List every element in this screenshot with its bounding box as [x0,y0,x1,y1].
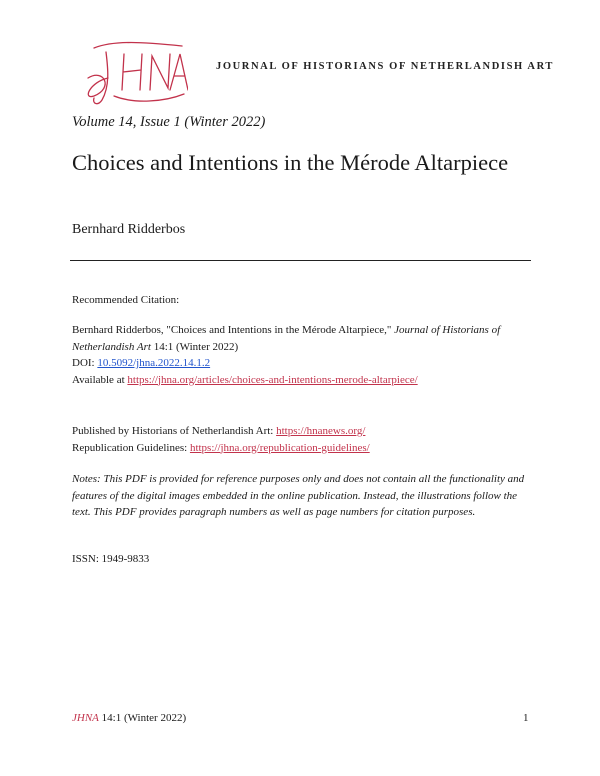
notes: Notes: This PDF is provided for reference purposes only and does not contain all the functionality and features of the digital images embedded in the online publication. Instead, the illustrations follow the text. This PDF provides paragraph numbers as well as page numbers for citation purposes. [72,473,525,518]
doi-line [72,355,534,372]
issn: ISSN: 1949-9833 [72,553,150,565]
citation-journal: Journal of Historians of Netherlandish Art [72,324,501,353]
published-label: Published by Historians of Netherlandish Art: [72,425,277,437]
footer-journal-name: JHNA [72,712,99,724]
publisher-link[interactable]: https://hnanews.org/ [276,425,366,437]
available-line [72,372,534,389]
republication-link[interactable]: https://jhna.org/republication-guidelines/ [189,441,370,454]
available-label: Available at [72,373,128,386]
jhna-logo [84,38,188,108]
citation-text-pre: Bernhard Ridderbos, "Choices and Intentions in the Mérode Altarpiece," [72,324,395,336]
issue-info: Volume 14, Issue 1 (Winter 2022) [72,114,266,130]
article-url-link[interactable]: https://jhna.org/articles/choices-and-intentions-merode-altarpiece/ [127,373,418,386]
article-author: Bernhard Ridderbos [72,222,186,237]
citation [72,322,534,388]
article-title: Choices and Intentions in the Mérode Altarpiece [72,150,509,175]
doi-label: DOI: [72,357,98,369]
logo-text: JHNA [84,38,87,39]
published-line [72,423,534,440]
republication-label: Republication Guidelines: [72,441,190,454]
doi-link[interactable]: 10.5092/jhna.2022.14.1.2 [97,357,211,369]
page-number: 1 [523,712,529,724]
footer-journal [72,712,186,724]
citation-text-post: 14:1 (Winter 2022) [150,340,239,353]
divider [70,260,531,261]
citation-text [72,322,534,355]
footer-issue: 14:1 (Winter 2022) [98,712,187,724]
citation-label: Recommended Citation: [72,294,180,306]
publication-info [72,423,534,456]
journal-name: JOURNAL OF HISTORIANS OF NETHERLANDISH ART [216,61,555,72]
republication-line [72,440,534,457]
